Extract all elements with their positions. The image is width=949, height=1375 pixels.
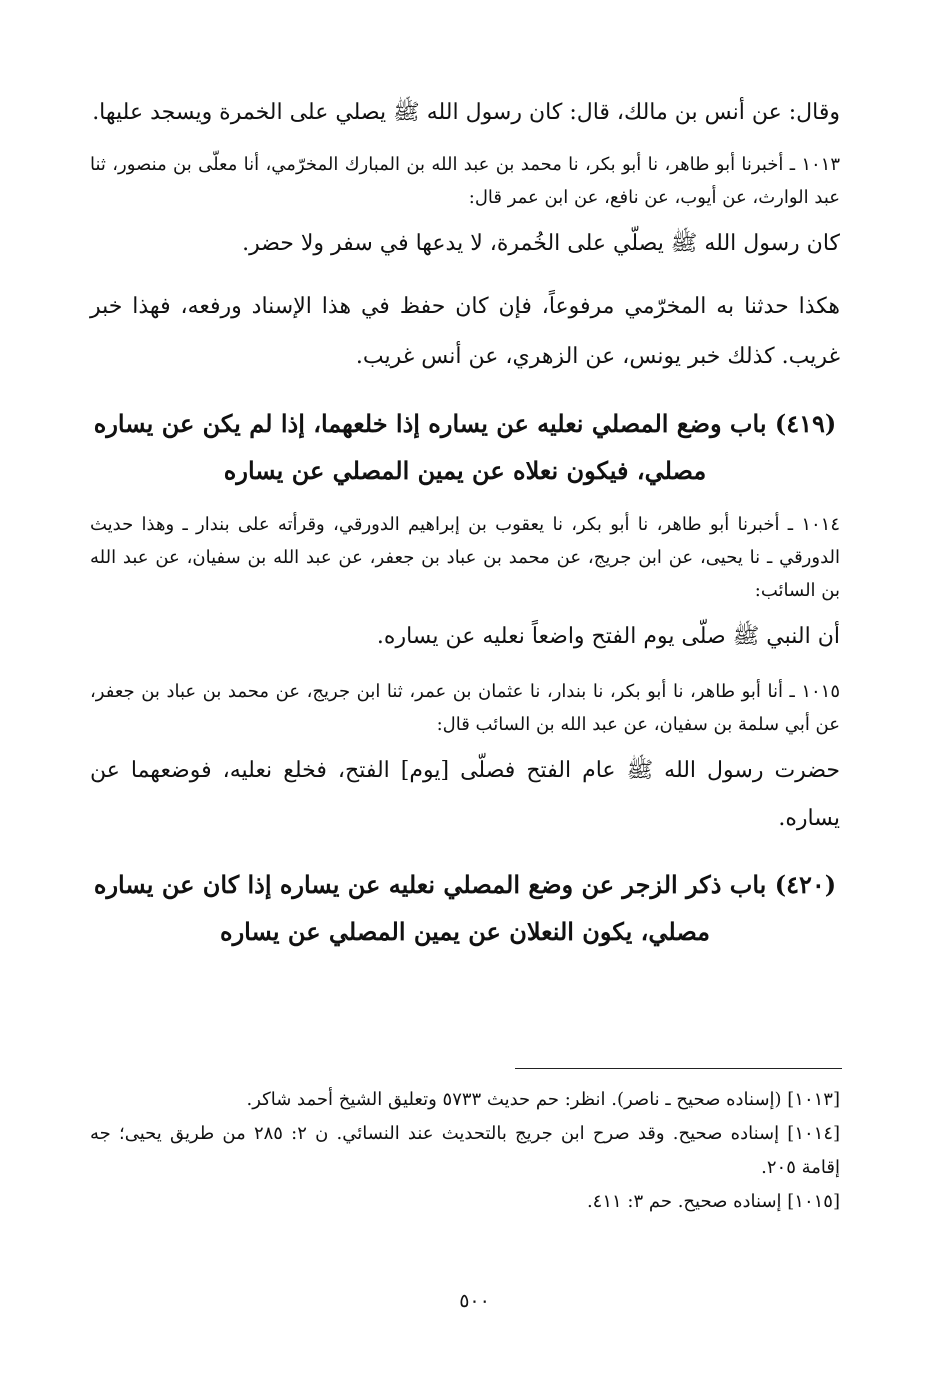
footnotes-section (90, 1083, 840, 1219)
chapter-heading-419: (٤١٩) باب وضع المصلي نعليه عن يساره إذا خلعهما، إذا لم يكن عن يساره مصلي، فيكون نعلاه عن يمين المصلي عن يساره (93, 409, 837, 485)
hadith-1014-isnad: ١٠١٤ ـ أخبرنا أبو طاهر، نا أبو بكر، نا يعقوب بن إبراهيم الدورقي، وقرأته على بندار ـ وهذا حديث الدورقي ـ نا يحيى، عن ابن جريج، عن محمد بن عباد بن جعفر، عن عبد الله بن سفيان، عن عبد الله بن السائب: (90, 514, 840, 601)
hadith-1013-matn: كان رسول الله ﷺ يصلّي على الخُمرة، لا يدعها في سفر ولا حضر. (242, 231, 840, 256)
page-body (90, 88, 840, 969)
footnote-divider (515, 1068, 842, 1069)
footnote-1014: [١٠١٤] إسناده صحيح. وقد صرح ابن جريج بالتحديث عند النسائي. ن ٢: ٢٨٥ من طريق يحيى؛ جه إقامة ٢٠٥. (90, 1123, 841, 1178)
hadith-1015-isnad: ١٠١٥ ـ أنا أبو طاهر، نا أبو بكر، نا بندار، نا عثمان بن عمر، ثنا ابن جريج، عن محمد بن عباد بن جعفر، عن أبي سلمة بن سفيان، عن عبد الله بن السائب قال: (90, 681, 840, 735)
hadith-1013-isnad: ١٠١٣ ـ أخبرنا أبو طاهر، نا أبو بكر، نا محمد بن عبد الله بن المبارك المخرّمي، أنا معلّى بن منصور، ثنا عبد الوارث، عن أيوب، عن نافع، عن ابن عمر قال: (90, 154, 840, 208)
chapter-heading-420: (٤٢٠) باب ذكر الزجر عن وضع المصلي نعليه عن يساره إذا كان عن يساره مصلي، يكون النعلان عن يمين المصلي عن يساره (93, 870, 837, 946)
paragraph-commentary: هكذا حدثنا به المخرّمي مرفوعاً، فإن كان حفظ في هذا الإسناد ورفعه، فهذا خبر غريب. كذلك خبر يونس، عن الزهري، عن أنس غريب. (90, 294, 840, 369)
paragraph-anas-narration: وقال: عن أنس بن مالك، قال: كان رسول الله ﷺ يصلي على الخمرة ويسجد عليها. (92, 100, 840, 125)
hadith-1015-matn: حضرت رسول الله ﷺ عام الفتح فصلّى [يوم] الفتح، فخلع نعليه، فوضعهما عن يساره. (90, 758, 840, 831)
page-number: ٥٠٠ (459, 1290, 490, 1312)
footnote-1015: [١٠١٥] إسناده صحيح. حم ٣: ٤١١. (586, 1191, 840, 1212)
hadith-1014-matn: أن النبي ﷺ صلّى يوم الفتح واضعاً نعليه عن يساره. (376, 624, 840, 649)
footnote-1013: [١٠١٣] (إسناده صحيح ـ ناصر). انظر: حم حديث ٥٧٣٣ وتعليق الشيخ أحمد شاكر. (246, 1089, 840, 1110)
